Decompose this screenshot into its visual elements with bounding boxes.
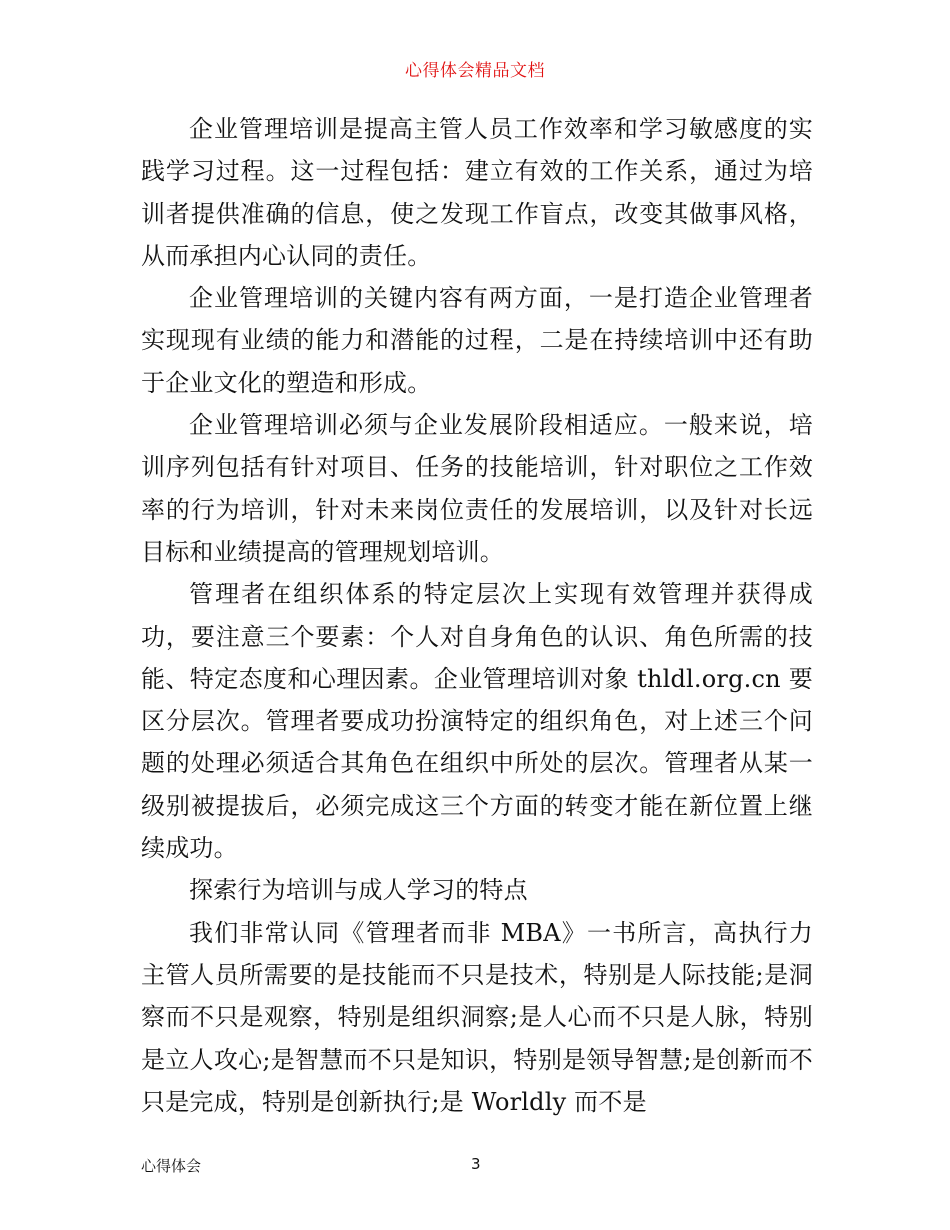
document-body bbox=[141, 108, 813, 1123]
paragraph-4: 管理者在组织体系的特定层次上实现有效管理并获得成功，要注意三个要素：个人对自身角色的认识、角色所需的技能、特定态度和心理因素。企业管理培训对象 thldl.org.cn 要区分层次。管理者要成功扮演特定的组织角色，对上述三个问题的处理必须适合其角色在组织中所处的层次。管理者从某一级别被提拔后，必须完成这三个方面的转变才能在新位置上继续成功。 bbox=[141, 580, 813, 863]
footer-label: 心得体会 bbox=[141, 1157, 202, 1175]
paragraph-2: 企业管理培训的关键内容有两方面，一是打造企业管理者实现现有业绩的能力和潜能的过程，二是在持续培训中还有助于企业文化的塑造和形成。 bbox=[141, 284, 813, 397]
paragraph-5: 我们非常认同《管理者而非 MBA》一书所言，高执行力主管人员所需要的是技能而不只是技术，特别是人际技能;是洞察而不只是观察，特别是组织洞察;是人心而不只是人脉，特别是立人攻心;是智慧而不只是知识，特别是领导智慧;是创新而不只是完成，特别是创新执行;是 Worldly 而不是 bbox=[141, 918, 813, 1116]
page-footer bbox=[141, 1155, 813, 1177]
page-header-title: 心得体会精品文档 bbox=[405, 61, 545, 81]
section-heading: 探索行为培训与成人学习的特点 bbox=[189, 876, 528, 905]
page-number: 3 bbox=[471, 1155, 481, 1173]
paragraph-1: 企业管理培训是提高主管人员工作效率和学习敏感度的实践学习过程。这一过程包括：建立有效的工作关系，通过为培训者提供准确的信息，使之发现工作盲点，改变其做事风格，从而承担内心认同的责任。 bbox=[141, 115, 813, 270]
paragraph-3: 企业管理培训必须与企业发展阶段相适应。一般来说，培训序列包括有针对项目、任务的技能培训，针对职位之工作效率的行为培训，针对未来岗位责任的发展培训，以及针对长远目标和业绩提高的管理规划培训。 bbox=[141, 411, 813, 566]
